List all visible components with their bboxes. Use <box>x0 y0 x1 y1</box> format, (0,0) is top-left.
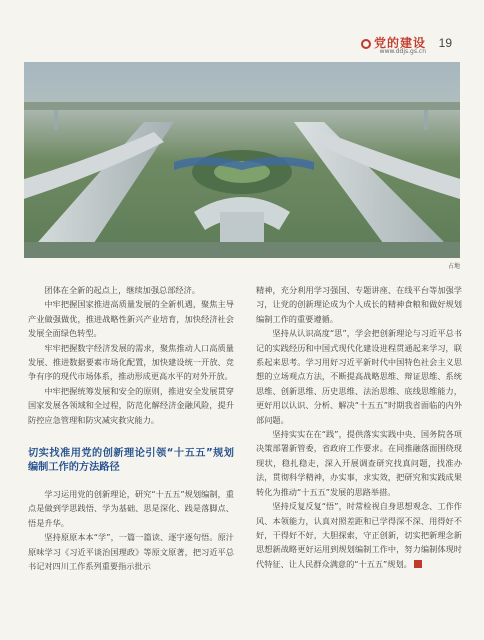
paragraph: 坚持实实在在“践”，提供落实实践中央、国务院各项决策部署新管委，省政府工作要求。在同推融落面围绕现现状，稳扎稳走，深入开展调查研究找真问题，找准办法，贯彻科学精神，办实事，求实效，把研究和实践成果转化为推动“十五五”发展的思路举措。 <box>256 429 462 497</box>
brand-title: 党的建设 <box>373 36 426 50</box>
paragraph: 牢牢把握数字经济发展的需求，聚焦推动人口高质量发展、推进数据要素市场化配置，加快建设统一开放、竞争有序的现代市场体系，推动形成更高水平的对外开放。 <box>28 342 234 382</box>
paragraph: 坚持原原本本“学”，一篇一篇读、逐字逐句悟。原汁原味学习《习近平谈治国理政》等原文原著，把习近平总书记对四川工作系列重要指示批示 <box>28 532 234 572</box>
paragraph: 坚持从认识高度“思”，学会把创新理论与习近平总书记的实践经历和中国式现代化建设进程贯通起来学习，联系起来思考。学习用好习近平新时代中国特色社会主义思想的立场观点方法，不断提高战略思维、辩证思维、系统思维、创新思维、历史思维、法治思维、底线思维能力，更好用以认识、分析、解决“十五五”时期我省面临的内外部问题。 <box>256 328 462 425</box>
left-column <box>28 283 234 574</box>
paragraph: 中牢把握统筹发展和安全的原则，推进安全发展贯穿国家发展各领域和全过程，防范化解经济金融风险，提升防控应急管理和防灾减灾救灾能力。 <box>28 385 234 425</box>
end-of-article-icon <box>414 560 422 568</box>
paragraph: 学习运用党的创新理论，研究“十五五”规划编制，重点是做到学思践悟、学为基础、思是深化、践是落脚点、悟是升华。 <box>28 489 234 528</box>
paragraph <box>256 499 462 571</box>
photo-caption: 占地 <box>447 263 460 270</box>
magazine-url: www.ddjs.gs.cn <box>379 48 426 55</box>
party-logo-icon <box>361 39 371 49</box>
airport-aerial-photo <box>24 62 460 258</box>
page-header <box>0 0 484 58</box>
paragraph: 精神，充分利用学习强国、专题讲座、在线平台等加强学习，让党的创新理论成为个人成长的精神食粮和做好规划编制工作的重要遵循。 <box>256 285 462 324</box>
paragraph: 团体在全新的起点上，继续加强总部经济。 <box>44 285 200 295</box>
paragraph: 中牢把握国家推进高质量发展的全新机遇，聚焦主导产业做强做优，推进战略性新兴产业培育，加快经济社会发展全面绿色转型。 <box>28 299 234 339</box>
page-number: 19 <box>438 36 452 50</box>
paragraph-text: 坚持反复反复“悟”，时常检视自身思想观念、工作作风、本领能力，认真对照差距和已学得深不深、用得好不好，干得好不好，大胆探索，守正创新，切实把新理念新思想新战略更好运用到规划编制工作中，努力编制体现时代特征、让人民群众满意的“十五五”规划。 <box>256 501 462 569</box>
right-column <box>256 283 462 571</box>
section-heading: 切实找准用党的创新理论引领“十五五”规划编制工作的方法路径 <box>28 448 234 474</box>
